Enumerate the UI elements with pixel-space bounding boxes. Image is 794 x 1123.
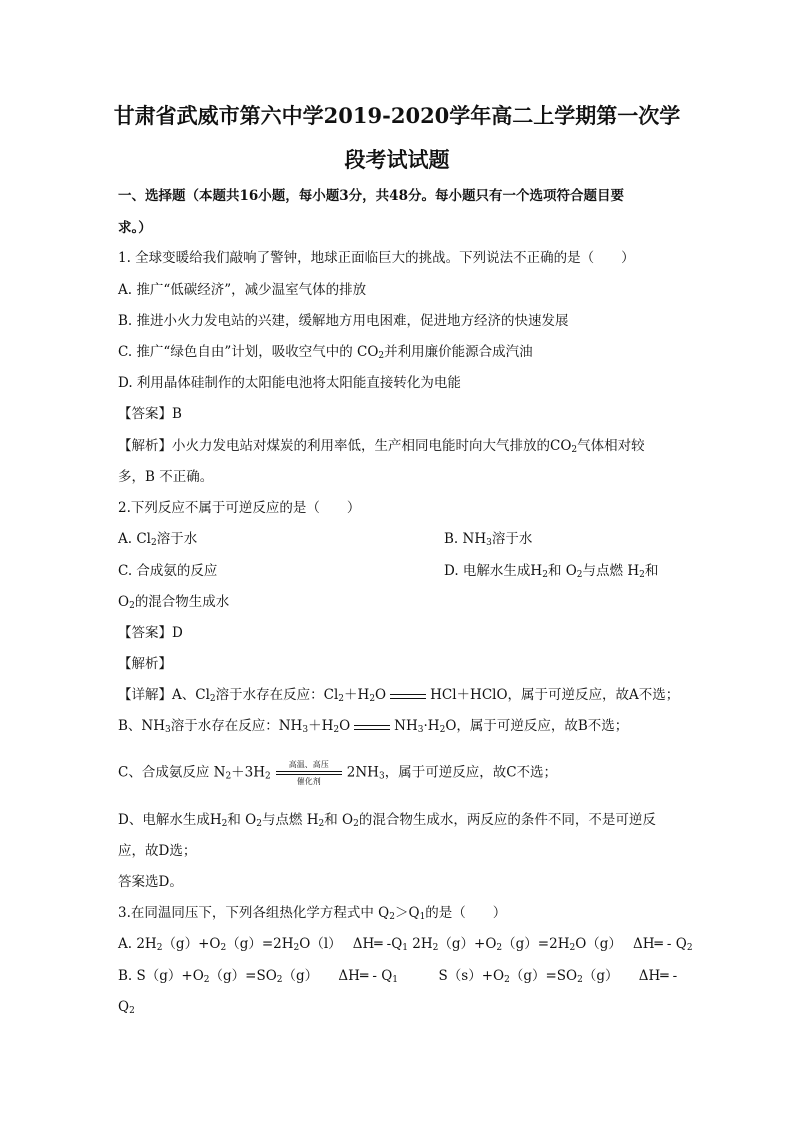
text-segment: （g） ΔH═ - — [582, 968, 678, 984]
subscript: 2 — [353, 819, 359, 829]
subscript: 2 — [276, 975, 283, 985]
subscript: 2 — [389, 912, 395, 922]
text-segment: NH — [394, 718, 418, 734]
reversible-arrow-icon — [388, 690, 428, 702]
text-segment: 溶于水存在反应：NH — [170, 718, 303, 734]
text-segment: O — [339, 718, 351, 734]
subscript: 2 — [686, 943, 693, 953]
arrow-line — [276, 774, 342, 775]
subscript: 3 — [165, 725, 171, 735]
subscript: 2 — [318, 819, 325, 829]
text-segment: 和 O — [324, 812, 354, 828]
text-segment: 3.在同温同压下，下列各组热化学方程式中 Q — [118, 905, 390, 921]
subscript: 2 — [542, 570, 548, 580]
text-segment: ＞Q — [394, 905, 420, 921]
question-1-option-a: A. 推广“低碳经济”，减少温室气体的排放 — [118, 282, 367, 298]
subscript: 2 — [569, 943, 576, 953]
question-2-option-c: C. 合成氨的反应 — [118, 563, 218, 579]
text-segment: （g）=SO — [509, 968, 578, 984]
subscript: 3 — [486, 538, 492, 548]
question-1-option-d: D. 利用晶体硅制作的太阳能电池将太阳能直接转化为电能 — [118, 375, 461, 391]
subscript: 2 — [378, 351, 385, 361]
text-segment: O — [118, 594, 130, 610]
document-title-line1: 甘肃省武威市第六中学2019-2020学年高二上学期第一次学 — [113, 103, 681, 128]
text-segment: Q — [118, 999, 130, 1015]
question-1-explanation-cont: 多，B 不正确。 — [118, 469, 214, 485]
text-segment: （g）=2H — [502, 936, 570, 952]
text-segment: O（g） ΔH═ - Q — [575, 936, 687, 952]
question-1-stem: 1. 全球变暖给我们敲响了警钟，地球正面临巨大的挑战。下列说法不正确的是（ ） — [118, 250, 635, 266]
subscript: 1 — [419, 912, 426, 922]
text-segment: 【详解】A、Cl — [118, 687, 210, 703]
subscript: 2 — [265, 771, 271, 782]
question-3-option-a — [118, 934, 693, 954]
subscript: 2 — [203, 975, 210, 985]
text-segment: B. S（g）+O — [118, 968, 204, 984]
text-segment: A. Cl — [118, 531, 151, 547]
text-segment: 【解析】小火力发电站对煤炭的利用率低，生产相同电能时向大气排放的CO — [118, 438, 572, 454]
text-segment: B. NH — [444, 531, 487, 547]
text-segment: 和 O — [227, 812, 257, 828]
question-2-explanation-b — [118, 716, 628, 736]
question-3-option-b-cont — [118, 997, 135, 1017]
question-3-stem — [118, 903, 506, 923]
text-segment: ·H — [423, 718, 440, 734]
text-segment: （g） ΔH═ - Q — [282, 968, 393, 984]
text-segment: 与点燃 H — [261, 812, 319, 828]
question-2-explanation-a — [118, 685, 679, 705]
text-segment: C、合成氨反应 N — [118, 764, 226, 781]
reaction-condition-top: 高温、高压 — [288, 760, 329, 769]
question-1-option-c — [118, 342, 533, 362]
question-2-explanation-label: 【解析】 — [118, 656, 172, 672]
text-segment: （g）=2H — [226, 936, 294, 952]
question-2-option-b — [444, 529, 532, 549]
question-1-option-b: B. 推进小火力发电站的兴建，缓解地方用电困难，促进地方经济的快速发展 — [118, 313, 569, 329]
question-2-explanation-d-cont: 应，故D选； — [118, 843, 197, 859]
reaction-condition-arrow-icon — [274, 760, 344, 786]
subscript: 2 — [439, 725, 446, 735]
subscript: 2 — [225, 771, 232, 782]
question-3-option-b — [118, 966, 677, 986]
question-2-answer: 【答案】D — [118, 625, 183, 641]
text-segment: B、NH — [118, 718, 166, 734]
question-2-stem: 2.下列反应不属于可逆反应的是（ ） — [118, 500, 361, 516]
text-segment: A. 2H — [118, 936, 157, 952]
text-segment: 和 — [644, 563, 659, 579]
subscript: 2 — [129, 601, 135, 611]
text-segment: ＋H — [308, 718, 334, 734]
text-segment: 并利用廉价能源合成汽油 — [384, 344, 533, 360]
text-segment: O，属于可逆反应，故B不选； — [445, 718, 629, 734]
subscript: 3 — [302, 725, 309, 735]
subscript: 1 — [392, 975, 399, 985]
subscript: 2 — [576, 570, 583, 580]
subscript: 2 — [504, 975, 510, 985]
text-segment: 的是（ ） — [425, 905, 507, 921]
text-segment: 气体相对较 — [577, 438, 645, 454]
text-segment: ＋3H — [231, 764, 266, 781]
text-segment: S（s）+O — [398, 968, 505, 984]
document-title-line2: 段考试试题 — [344, 147, 450, 172]
subscript: 3 — [417, 725, 424, 735]
question-1-answer: 【答案】B — [118, 406, 182, 422]
text-segment: 的混合物生成水 — [134, 594, 230, 610]
subscript: 2 — [256, 819, 262, 829]
text-segment: （g）+O — [162, 936, 221, 952]
subscript: 2 — [333, 725, 340, 735]
text-segment: HCl＋HClO，属于可逆反应，故A不选； — [430, 687, 680, 703]
subscript: 2 — [221, 819, 228, 829]
subscript: 2 — [369, 694, 376, 704]
question-1-explanation — [118, 436, 645, 456]
text-segment: （g）+O — [438, 936, 497, 952]
subscript: 2 — [338, 694, 345, 704]
text-segment: 与点燃 H — [582, 563, 640, 579]
text-segment: 和 O — [547, 563, 577, 579]
section-heading: 一、选择题（本题共16小题，每小题3分，共48分。每小题只有一个选项符合题目要 — [118, 188, 624, 204]
subscript: 2 — [293, 943, 300, 953]
subscript: 2 — [129, 1006, 135, 1016]
subscript: 2 — [156, 943, 163, 953]
subscript: 2 — [209, 694, 216, 704]
text-segment: D、电解水生成H — [118, 812, 222, 828]
text-segment: ，属于可逆反应，故C不选； — [384, 764, 558, 781]
subscript: 2 — [432, 943, 439, 953]
question-2-option-a — [118, 529, 197, 549]
text-segment: 溶于水存在反应：Cl — [215, 687, 339, 703]
text-segment: 溶于水 — [156, 531, 198, 547]
text-segment: （g）=SO — [209, 968, 277, 984]
text-segment: ＋H — [344, 687, 370, 703]
text-segment: O — [375, 687, 387, 703]
question-2-conclusion: 答案选D。 — [118, 874, 183, 890]
text-segment: D. 电解水生成H — [444, 563, 543, 579]
text-segment: 2NH — [346, 764, 379, 781]
section-heading-cont: 求。） — [118, 220, 152, 236]
arrow-line — [276, 771, 342, 772]
question-2-option-d — [444, 561, 658, 581]
subscript: 2 — [496, 943, 503, 953]
subscript: 2 — [571, 445, 578, 455]
text-segment: 溶于水 — [491, 531, 533, 547]
subscript: 1 — [402, 943, 408, 953]
subscript: 3 — [378, 771, 385, 782]
question-2-explanation-c — [118, 760, 557, 786]
text-segment: O（l） ΔH═ -Q — [299, 936, 403, 952]
question-2-option-d-cont — [118, 592, 229, 612]
subscript: 2 — [220, 943, 227, 953]
subscript: 2 — [577, 975, 583, 985]
text-segment: C. 推广“绿色自由”计划，吸收空气中的 CO — [118, 344, 379, 360]
reversible-arrow-icon — [352, 721, 392, 733]
text-segment: 的混合物生成水，两反应的条件不同，不是可逆反 — [358, 812, 656, 828]
subscript: 2 — [150, 538, 157, 548]
subscript: 2 — [639, 570, 645, 580]
reaction-condition-bottom: 催化剂 — [296, 777, 321, 786]
question-2-explanation-d — [118, 810, 656, 830]
text-segment: 2H — [408, 936, 433, 952]
